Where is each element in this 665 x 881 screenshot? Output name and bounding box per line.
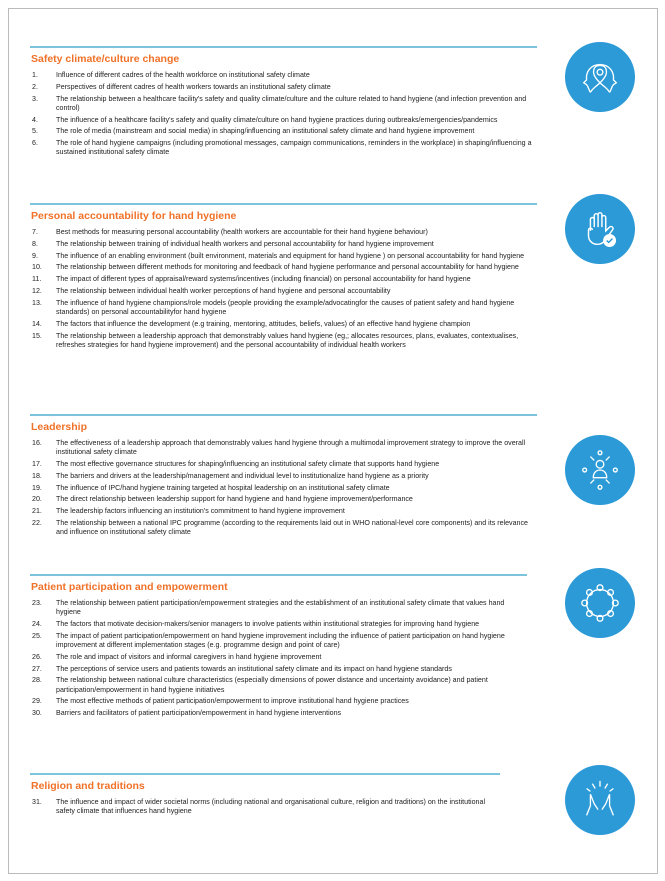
item-text: The barriers and drivers at the leadership/management and individual level to institutionalize hand hygiene as a priority xyxy=(56,471,429,480)
section xyxy=(30,773,500,819)
item-text: The most effective governance structures for shaping/influencing an institutional safety climate that supports hand hygiene xyxy=(56,460,440,468)
item-number: 5. xyxy=(32,127,38,136)
list-item xyxy=(30,252,537,261)
list-item xyxy=(30,620,527,629)
item-text: The factors that influence the development (e.g training, mentoring, attitudes, beliefs, values) of an effective hand hygiene champion xyxy=(56,319,471,328)
item-number: 27. xyxy=(32,664,42,673)
item-text: Barriers and facilitators of patient participation/empowerment in hand hygiene interventions xyxy=(56,709,342,718)
list-item xyxy=(30,709,527,718)
list-item xyxy=(30,299,537,317)
item-text: Best methods for measuring personal accountability (health workers are accountable for their hand hygiene behaviour) xyxy=(56,228,428,236)
item-number: 4. xyxy=(32,115,38,124)
item-text: Perspectives of different cadres of health workers towards an institutional safety climate xyxy=(56,82,331,91)
item-text: The relationship between different methods for monitoring and feedback of hand hygiene performance and personal accountability for hand hygiene xyxy=(56,263,519,272)
item-number: 8. xyxy=(32,239,38,248)
item-text: The influence of hand hygiene champions/role models (people providing the example/advocatingfor the causes of patient safety and hand hygiene standards) on personal accountabilityfor hand hygiene xyxy=(56,298,515,316)
item-text: The relationship between individual health worker perceptions of hand hygiene and personal accountability xyxy=(56,286,391,295)
list-item xyxy=(30,275,537,284)
people-circle-icon xyxy=(565,568,635,638)
list-item xyxy=(30,95,537,113)
list-item xyxy=(30,460,537,469)
item-number: 10. xyxy=(32,263,42,272)
question-list xyxy=(30,228,537,350)
item-number: 2. xyxy=(32,82,38,91)
list-item xyxy=(30,332,537,350)
section-divider xyxy=(30,773,500,775)
item-number: 25. xyxy=(32,631,42,640)
item-number: 1. xyxy=(32,71,38,79)
list-item xyxy=(30,439,537,457)
item-text: Influence of different cadres of the health workforce on institutional safety climate xyxy=(56,71,310,79)
list-item xyxy=(30,653,527,662)
item-text: The factors that motivate decision-makers/senior managers to involve patients within institutional strategies for improving hand hygiene xyxy=(56,620,480,628)
item-text: The relationship between a national IPC programme (according to the requirements laid out in WHO national-level core components) and its relevance and influence on institutional safety climate xyxy=(56,518,528,537)
item-number: 30. xyxy=(32,709,42,718)
item-text: The influence of an enabling environment (built environment, materials and equipment for hand hygiene ) on personal accountability for hand hygiene xyxy=(56,251,525,260)
item-text: The relationship between a leadership approach that demonstrably values hand hygiene (eg,; allocates resources, plans, evaluates, contextualises, refreshes strategies for hand hygiene improvement) and the personal accountability of individual health workers xyxy=(56,331,519,349)
leader-network-icon xyxy=(565,435,635,505)
item-number: 26. xyxy=(32,652,42,661)
section-heading: Leadership xyxy=(31,421,88,433)
section xyxy=(30,414,537,540)
list-item xyxy=(30,484,537,493)
list-item xyxy=(30,507,537,516)
item-text: The role and impact of visitors and informal caregivers in hand hygiene improvement xyxy=(56,652,322,661)
item-number: 14. xyxy=(32,319,42,328)
section-divider xyxy=(30,574,527,576)
list-item xyxy=(30,665,527,674)
list-item xyxy=(30,320,537,329)
list-item xyxy=(30,472,537,481)
item-number: 24. xyxy=(32,620,42,628)
item-number: 22. xyxy=(32,518,42,527)
item-text: The relationship between a healthcare facility's safety and quality climate/culture and the culture related to hand hygiene (and infection prevention and control) xyxy=(56,94,527,112)
list-item xyxy=(30,263,537,272)
list-item xyxy=(30,798,500,816)
item-text: The role of media (mainstream and social media) in shaping/influencing an institutional safety climate and hand hygiene improvement xyxy=(56,127,475,136)
question-list xyxy=(30,599,527,718)
item-text: The leadership factors influencing an institution's commitment to hand hygiene improvement xyxy=(56,507,345,516)
heads-icon xyxy=(565,42,635,112)
item-number: 16. xyxy=(32,439,42,447)
item-text: The impact of different types of appraisal/reward systems/incentives (including financial) on personal accountability for hand hygiene xyxy=(56,275,471,284)
item-number: 23. xyxy=(32,599,42,607)
item-number: 20. xyxy=(32,495,42,504)
item-number: 13. xyxy=(32,298,42,307)
list-item xyxy=(30,519,537,537)
item-number: 6. xyxy=(32,139,38,148)
item-number: 19. xyxy=(32,483,42,492)
item-text: The role of hand hygiene campaigns (including promotional messages, campaign communications, reminders in the workplace) in shaping/influencing a sustained institutional safety climate xyxy=(56,139,532,157)
question-list xyxy=(30,798,500,816)
list-item xyxy=(30,240,537,249)
item-number: 7. xyxy=(32,228,38,236)
item-text: The most effective methods of patient participation/empowerment to improve institutional hand hygiene practices xyxy=(56,697,409,706)
item-number: 17. xyxy=(32,460,42,468)
section-heading: Patient participation and empowerment xyxy=(31,581,228,593)
item-number: 31. xyxy=(32,798,42,806)
section xyxy=(30,203,537,353)
item-number: 18. xyxy=(32,471,42,480)
item-text: The influence and impact of wider societal norms (including national and organisational culture, religion and traditions) on the institutional safety climate that influences hand hygiene xyxy=(56,798,486,816)
item-number: 15. xyxy=(32,331,42,340)
item-text: The influence of a healthcare facility's safety and quality climate/culture on hand hygiene practices during outbreaks/emergencies/pandemics xyxy=(56,115,498,124)
item-text: The perceptions of service users and patients towards an institutional safety climate and its impact on hand hygiene standards xyxy=(56,664,452,673)
question-list xyxy=(30,439,537,537)
section xyxy=(30,46,537,160)
item-number: 28. xyxy=(32,676,42,685)
list-item xyxy=(30,287,537,296)
item-text: The direct relationship between leadership support for hand hygiene and hand hygiene improvement/performance xyxy=(56,495,413,504)
item-number: 11. xyxy=(32,275,42,284)
list-item xyxy=(30,71,537,80)
question-list xyxy=(30,71,537,158)
list-item xyxy=(30,139,537,157)
list-item xyxy=(30,116,537,125)
list-item xyxy=(30,228,537,237)
list-item xyxy=(30,127,537,136)
item-text: The relationship between training of individual health workers and personal accountability for hand hygiene improvement xyxy=(56,239,434,248)
item-number: 12. xyxy=(32,286,42,295)
list-item xyxy=(30,495,537,504)
item-number: 29. xyxy=(32,697,42,706)
item-text: The influence of IPC/hand hygiene training targeted at hospital leadership on an institutional safety climate xyxy=(56,483,390,492)
item-number: 3. xyxy=(32,94,38,103)
item-number: 9. xyxy=(32,251,38,260)
section-heading: Personal accountability for hand hygiene xyxy=(31,210,237,222)
item-number: 21. xyxy=(32,507,42,516)
list-item xyxy=(30,632,527,650)
list-item xyxy=(30,83,537,92)
item-text: The impact of patient participation/empowerment on hand hygiene improvement including the influence of patient participation on hand hygiene improvement at different implementation stages (e.g. programme design and point of care) xyxy=(56,631,505,649)
praying-hands-icon xyxy=(565,765,635,835)
item-text: The relationship between patient participation/empowerment strategies and the establishment of an institutional safety climate that values hand hygiene xyxy=(56,599,505,617)
hand-check-icon xyxy=(565,194,635,264)
section-divider xyxy=(30,203,537,205)
section-heading: Safety climate/culture change xyxy=(31,53,180,65)
section-divider xyxy=(30,414,537,416)
section-divider xyxy=(30,46,537,48)
section-heading: Religion and traditions xyxy=(31,780,145,792)
list-item xyxy=(30,599,527,617)
item-text: The effectiveness of a leadership approach that demonstrably values hand hygiene through a multimodal improvement strategy to improve the overall institutional safety climate xyxy=(56,439,526,457)
list-item xyxy=(30,676,527,694)
list-item xyxy=(30,697,527,706)
item-text: The relationship between national culture characteristics (especially dimensions of power distance and uncertainty avoidance) and patient participation/empowerment in hand hygiene initiatives xyxy=(56,676,488,694)
section xyxy=(30,574,527,721)
